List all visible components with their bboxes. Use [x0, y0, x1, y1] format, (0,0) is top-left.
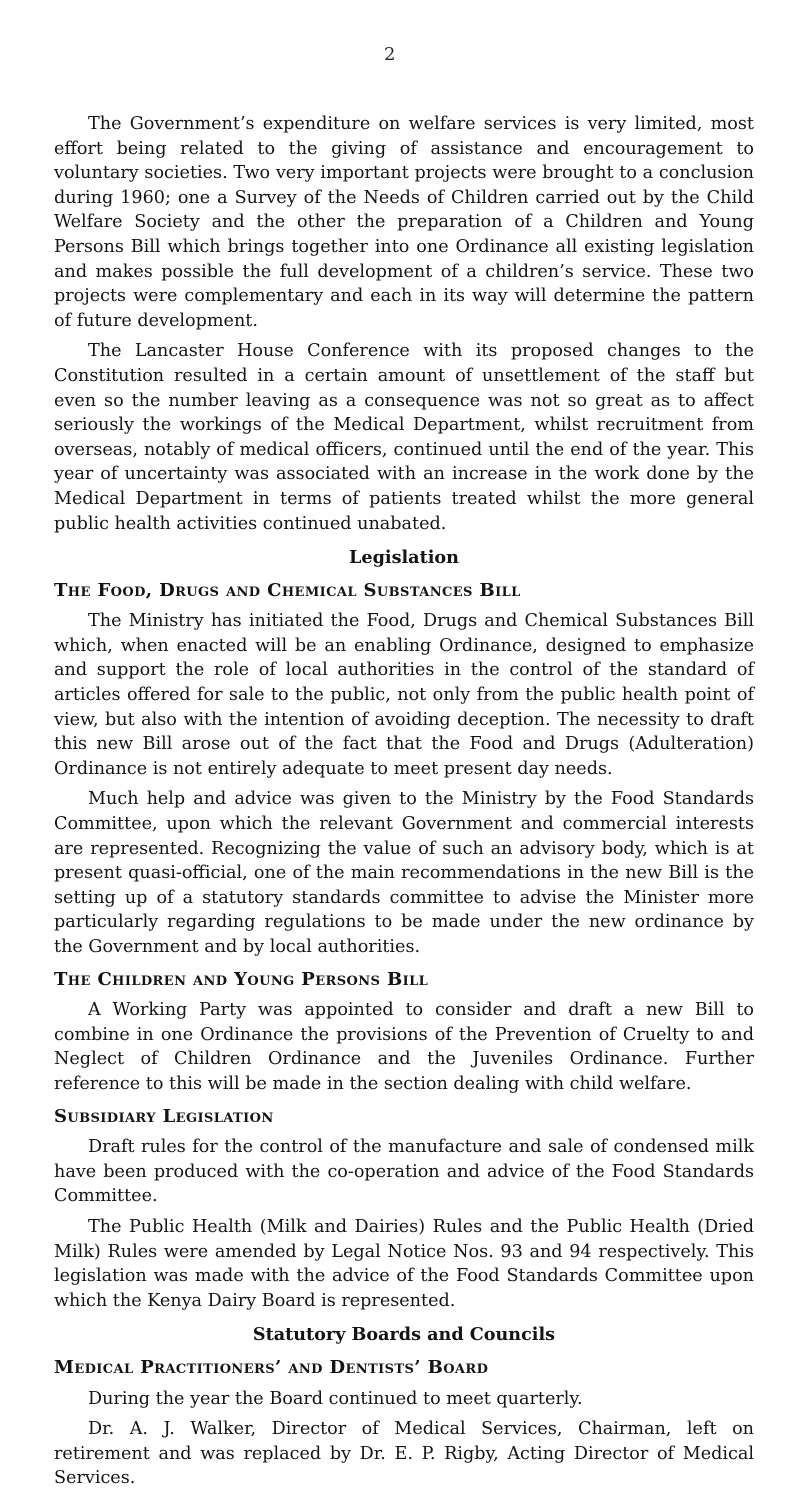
- legislation-section: [54, 546, 754, 1313]
- page-body: [54, 112, 754, 1497]
- statutory-heading: Statutory Boards and Councils: [252, 1324, 556, 1346]
- medical-board-title: Medical Practitioners’ and Dentists’ Board: [54, 1356, 489, 1378]
- children-bill-paragraph-1: A Working Party was appointed to consider and draft a new Bill to combine in one Ordinance the provisions of the Prevention of Cruelty to and Neglect of Children Ordinance and the Juveniles Ordinance. Further reference to this will be made in the section dealing with child welfare.: [54, 1000, 754, 1094]
- food-bill-title: The Food, Drugs and Chemical Substances Bill: [54, 579, 521, 601]
- food-bill-paragraph-2: Much help and advice was given to the Ministry by the Food Standards Committee, upon which the relevant Government and commercial interests are represented. Recognizing the value of such an advisory body, which is at present quasi-official, one of the main recommendations in the new Bill is the setting up of a statutory standards committee to advise the Minister more particularly regarding regulations to be made under the new ordinance by the Government and by local authorities.: [54, 789, 754, 957]
- subsidiary-legislation-title: Subsidiary Legislation: [54, 1105, 274, 1127]
- intro-paragraph-1: The Government’s expenditure on welfare services is very limited, most effort being related to the giving of assistance and encouragement to voluntary societies. Two very important projects were brought to a conclusion during 1960; one a Survey of the Needs of Children carried out by the Child Welfare Society and the other the preparation of a Children and Young Persons Bill which brings together into one Ordinance all existing legislation and makes possible the full development of a children’s service. These two projects were complementary and each in its way will determine the pattern of future development.: [54, 114, 754, 331]
- medical-board-paragraph-2: Dr. A. J. Walker, Director of Medical Services, Chairman, left on retirement and was replaced by Dr. E. P. Rigby, Acting Director of Medical Services.: [54, 1419, 754, 1489]
- food-bill-paragraph-1: The Ministry has initiated the Food, Drugs and Chemical Substances Bill which, when enacted will be an enabling Ordinance, designed to emphasize and support the role of local authorities in the control of the standard of articles offered for sale to the public, not only from the public health point of view, but also with the intention of avoiding deception. The necessity to draft this new Bill arose out of the fact that the Food and Drugs (Adulteration) Ordinance is not entirely adequate to meet present day needs.: [54, 611, 754, 779]
- subsidiary-paragraph-2: The Public Health (Milk and Dairies) Rules and the Public Health (Dried Milk) Rules were amended by Legal Notice Nos. 93 and 94 respectively. This legislation was made with the advice of the Food Standards Committee upon which the Kenya Dairy Board is represented.: [54, 1216, 754, 1311]
- intro-paragraph-2: The Lancaster House Conference with its proposed changes to the Constitution resulted in a certain amount of unsettlement of the staff but even so the number leaving as a consequence was not so great as to affect seriously the workings of the Medical Department, whilst recruitment from overseas, notably of medical officers, continued until the end of the year. This year of uncertainty was associated with an increase in the work done by the Medical Department in terms of patients treated whilst the more general public health activities continued unabated.: [54, 341, 754, 534]
- legislation-heading: Legislation: [349, 547, 459, 569]
- statutory-section: [54, 1323, 754, 1491]
- intro-section: [54, 112, 754, 536]
- children-bill-title: The Children and Young Persons Bill: [54, 968, 429, 990]
- medical-board-paragraph-1: During the year the Board continued to meet quarterly.: [88, 1388, 583, 1409]
- subsidiary-paragraph-1: Draft rules for the control of the manufacture and sale of condensed milk have been produced with the co-operation and advice of the Food Standards Committee.: [54, 1137, 754, 1207]
- page-number: 2: [384, 44, 396, 65]
